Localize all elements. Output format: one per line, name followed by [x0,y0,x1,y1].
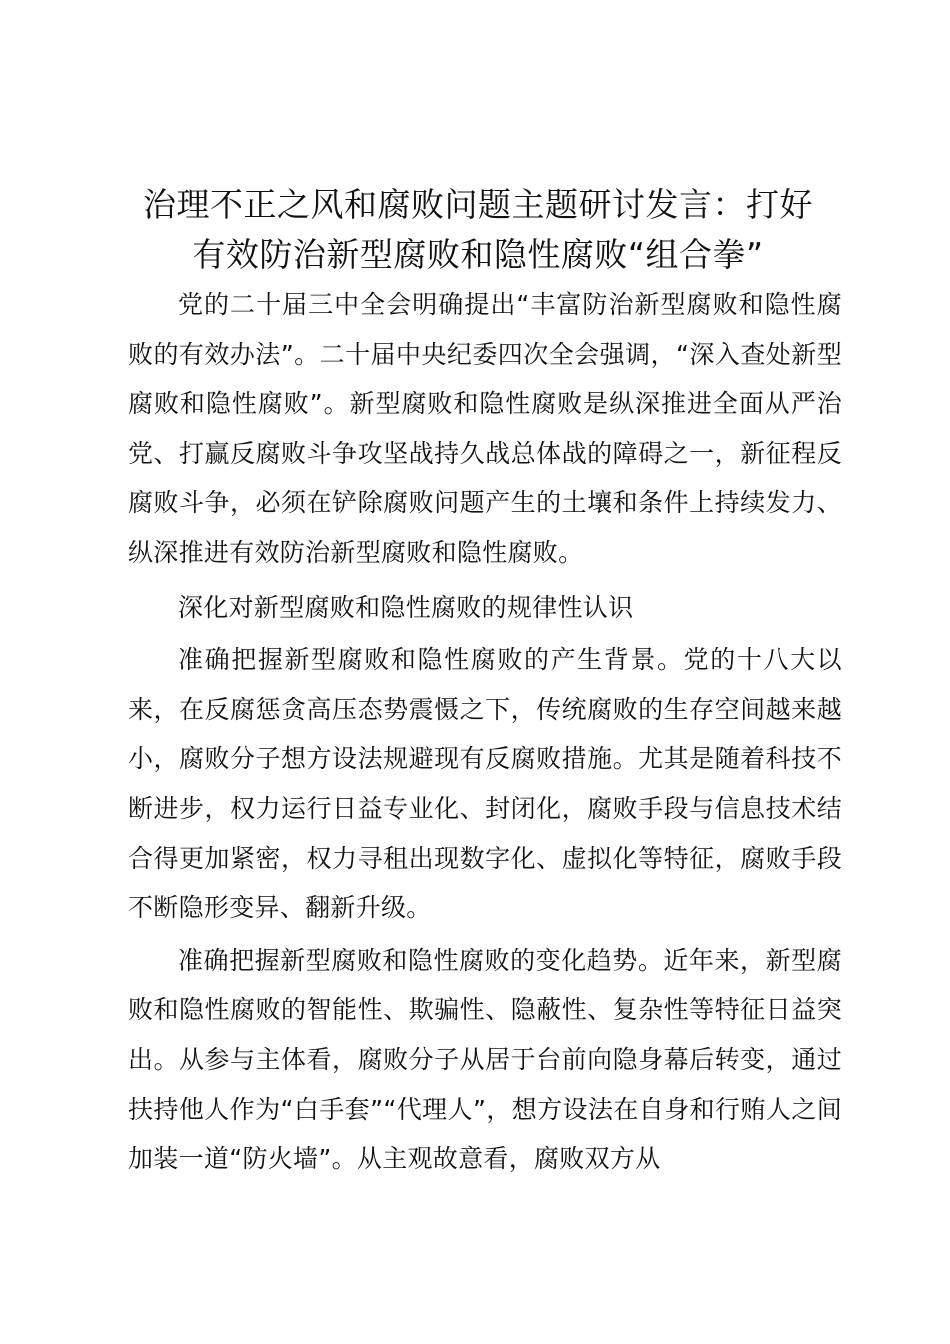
paragraph-intro: 党的二十届三中全会明确提出“丰富防治新型腐败和隐性腐败的有效办法”。二十届中央纪委四次全会强调，“深入查处新型腐败和隐性腐败”。新型腐败和隐性腐败是纵深推进全面从严治党、打赢反腐败斗争攻坚战持久战总体战的障碍之一，新征程反腐败斗争，必须在铲除腐败问题产生的土壤和条件上持续发力、纵深推进有效防治新型腐败和隐性腐败。 [128,290,842,567]
document-title [118,180,838,280]
title-line-1: 治理不正之风和腐败问题主题研讨发言：打好 [143,185,813,224]
document-body [128,280,842,1184]
paragraph-background: 准确把握新型腐败和隐性腐败的产生背景。党的十八大以来，在反腐惩贪高压态势震慑之下，传统腐败的生存空间越来越小，腐败分子想方设法规避现有反腐败措施。尤其是随着科技不断进步，权力运行日益专业化、封闭化，腐败手段与信息技术结合得更加紧密，权力寻租出现数字化、虚拟化等特征，腐败手段不断隐形变异、翻新升级。 [128,645,842,923]
section-heading: 深化对新型腐败和隐性腐败的规律性认识 [178,592,634,622]
paragraph-trend: 准确把握新型腐败和隐性腐败的变化趋势。近年来，新型腐败和隐性腐败的智能性、欺骗性、隐蔽性、复杂性等特征日益突出。从参与主体看，腐败分子从居于台前向隐身幕后转变，通过扶持他人作为“白手套”“代理人”，想方设法在自身和行贿人之间加装一道“防火墙”。从主观故意看，腐败双方从 [128,945,842,1174]
title-line-2: 有效防治新型腐败和隐性腐败“组合拳” [192,235,764,274]
